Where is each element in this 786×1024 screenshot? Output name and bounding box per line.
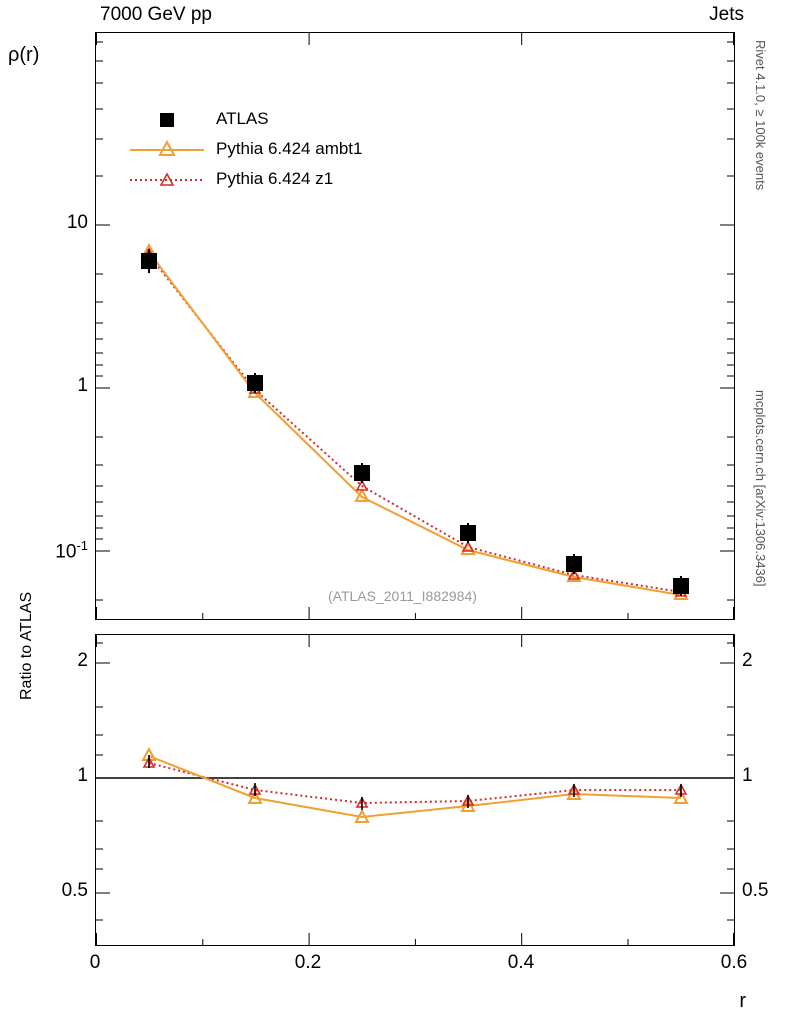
y-tick-label-0.1: $10^{-1}$ [55, 538, 88, 563]
ratio-y-axis-ticks [96, 643, 734, 920]
header-right-label: Jets [709, 4, 744, 25]
series-markers-pythia-z1 [144, 249, 686, 596]
x-tick-label-0.4: 0.4 [507, 952, 535, 973]
ratio-y-tick-label-0.5-right: 0.5 [742, 880, 769, 901]
legend-label-atlas: ATLAS [216, 109, 269, 128]
y-tick-label-10: 10 [66, 212, 88, 233]
y-tick-label-1: 1 [77, 375, 88, 396]
series-markers-pythia-ambt1 [143, 245, 687, 599]
arxiv-caption: mcplots.cern.ch [arXiv:1306.3436] [753, 390, 768, 587]
legend-marker-triangle-dotted [128, 165, 206, 195]
ratio-y-axis-title: Ratio to ATLAS [18, 591, 35, 700]
ratio-line-pythia-ambt1 [149, 756, 681, 817]
ratio-markers-pythia-z1 [144, 758, 686, 807]
ratio-line-pythia-z1 [149, 763, 681, 803]
ratio-y-tick-label-1-right: 1 [742, 765, 753, 786]
x-axis-title: r [739, 990, 746, 1012]
series-line-pythia-ambt1 [149, 252, 681, 595]
ratio-x-axis-ticks [97, 635, 734, 945]
series-markers-atlas [142, 249, 688, 596]
legend-marker-square [128, 105, 206, 135]
x-tick-label-0.6: 0.6 [720, 952, 748, 973]
x-tick-label-0.2: 0.2 [294, 952, 322, 973]
ratio-plot-area [95, 634, 735, 946]
legend-marker-triangle-solid [128, 135, 206, 165]
series-line-pythia-z1 [149, 255, 681, 592]
ratio-plot-svg [96, 635, 734, 945]
ratio-y-tick-label-2-right: 2 [742, 650, 753, 671]
ratio-y-tick-label-0.5-left: 0.5 [61, 880, 88, 901]
x-tick-label-0: 0 [89, 952, 101, 973]
y-axis-title: ρ(r) [8, 44, 40, 66]
legend-label-pythia-z1: Pythia 6.424 z1 [216, 169, 334, 188]
legend-label-pythia-ambt1: Pythia 6.424 ambt1 [216, 139, 363, 158]
header-left-label: 7000 GeV pp [100, 4, 212, 25]
ratio-y-tick-label-1-left: 1 [77, 765, 88, 786]
rivet-version-caption: Rivet 4.1.0, ≥ 100k events [753, 40, 768, 191]
ratio-y-tick-label-2-left: 2 [77, 650, 88, 671]
dataset-watermark: (ATLAS_2011_I882984) [328, 588, 477, 604]
